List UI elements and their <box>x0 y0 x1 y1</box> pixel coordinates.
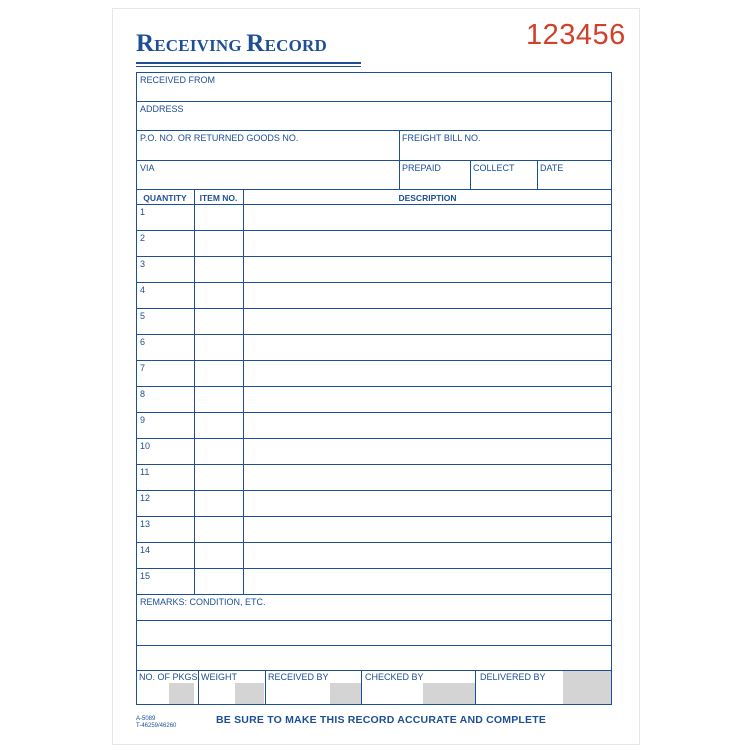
divider-weight-received <box>265 670 266 705</box>
shade-delivered-by <box>563 671 611 704</box>
row-divider <box>136 334 612 335</box>
row-divider <box>136 412 612 413</box>
label-collect: COLLECT <box>473 163 515 173</box>
row-divider <box>136 490 612 491</box>
row-divider <box>136 516 612 517</box>
remarks-line-1 <box>136 620 612 621</box>
row-divider <box>136 282 612 283</box>
serial-number: 123456 <box>526 19 626 51</box>
header-description: DESCRIPTION <box>398 193 457 203</box>
row-divider <box>136 438 612 439</box>
divider-po <box>136 160 612 161</box>
row-number: 13 <box>140 519 151 529</box>
divider-address <box>136 130 612 131</box>
divider-prepaid-collect <box>470 160 471 189</box>
label-received-by: RECEIVED BY <box>268 672 329 682</box>
title-underline-thick <box>136 62 361 64</box>
shade-weight <box>235 683 264 704</box>
title-word-2-rest: ECORD <box>264 36 327 55</box>
row-number: 11 <box>140 467 150 477</box>
shade-checked-by <box>423 683 475 704</box>
header-quantity: QUANTITY <box>143 193 187 203</box>
divider-via <box>136 189 612 190</box>
title-underline-thin <box>136 66 361 67</box>
row-number: 9 <box>140 415 146 425</box>
form-code-1: A-5089 <box>136 716 156 722</box>
header-item-no: ITEM NO. <box>199 193 238 203</box>
divider-table-header <box>136 204 612 205</box>
row-divider <box>136 542 612 543</box>
row-number: 4 <box>140 285 146 295</box>
label-address: ADDRESS <box>140 104 184 114</box>
row-number: 15 <box>140 571 151 581</box>
column-divider-quantity <box>194 189 195 594</box>
label-no-of-pkgs: NO. OF PKGS. <box>139 672 201 682</box>
row-number: 7 <box>140 363 146 373</box>
row-divider <box>136 308 612 309</box>
label-date: DATE <box>540 163 564 173</box>
row-number: 10 <box>140 441 151 451</box>
row-divider <box>136 386 612 387</box>
label-weight: WEIGHT <box>201 672 237 682</box>
row-number: 14 <box>140 545 151 555</box>
divider-received-checked <box>361 670 362 705</box>
divider-collect-date <box>537 160 538 189</box>
shade-received-by <box>330 683 361 704</box>
row-number: 2 <box>140 233 146 243</box>
label-remarks: REMARKS: CONDITION, ETC. <box>140 597 266 607</box>
remarks-line-2 <box>136 645 612 646</box>
title-word-1-rest: ECEIVING <box>154 36 242 55</box>
divider-received-from <box>136 101 612 102</box>
footer-reminder: BE SURE TO MAKE THIS RECORD ACCURATE AND COMPLETE <box>216 714 547 726</box>
label-received-from: RECEIVED FROM <box>140 75 216 85</box>
label-prepaid: PREPAID <box>402 163 441 173</box>
row-divider <box>136 464 612 465</box>
divider-checked-delivered <box>475 670 476 705</box>
row-divider <box>136 568 612 569</box>
row-divider <box>136 594 612 595</box>
label-checked-by: CHECKED BY <box>365 672 424 682</box>
form-code-2: T-46259/46260 <box>136 723 177 729</box>
row-number: 1 <box>140 207 146 217</box>
row-number: 3 <box>140 259 146 269</box>
column-divider-item <box>243 189 244 594</box>
row-divider <box>136 256 612 257</box>
row-number: 8 <box>140 389 146 399</box>
row-number: 12 <box>140 493 151 503</box>
label-delivered-by: DELIVERED BY <box>480 672 546 682</box>
row-divider <box>136 360 612 361</box>
title-initial-1: R <box>136 30 155 57</box>
row-number: 6 <box>140 337 146 347</box>
title-initial-2: R <box>246 30 265 57</box>
shade-pkgs <box>169 683 194 704</box>
divider-bottom-section <box>136 670 612 671</box>
row-divider <box>136 230 612 231</box>
form-title <box>136 30 327 58</box>
label-po-no: P.O. NO. OR RETURNED GOODS NO. <box>140 133 299 143</box>
divider-freight-left <box>399 130 400 189</box>
label-via: VIA <box>140 163 155 173</box>
label-freight-bill: FREIGHT BILL NO. <box>402 133 481 143</box>
row-number: 5 <box>140 311 146 321</box>
